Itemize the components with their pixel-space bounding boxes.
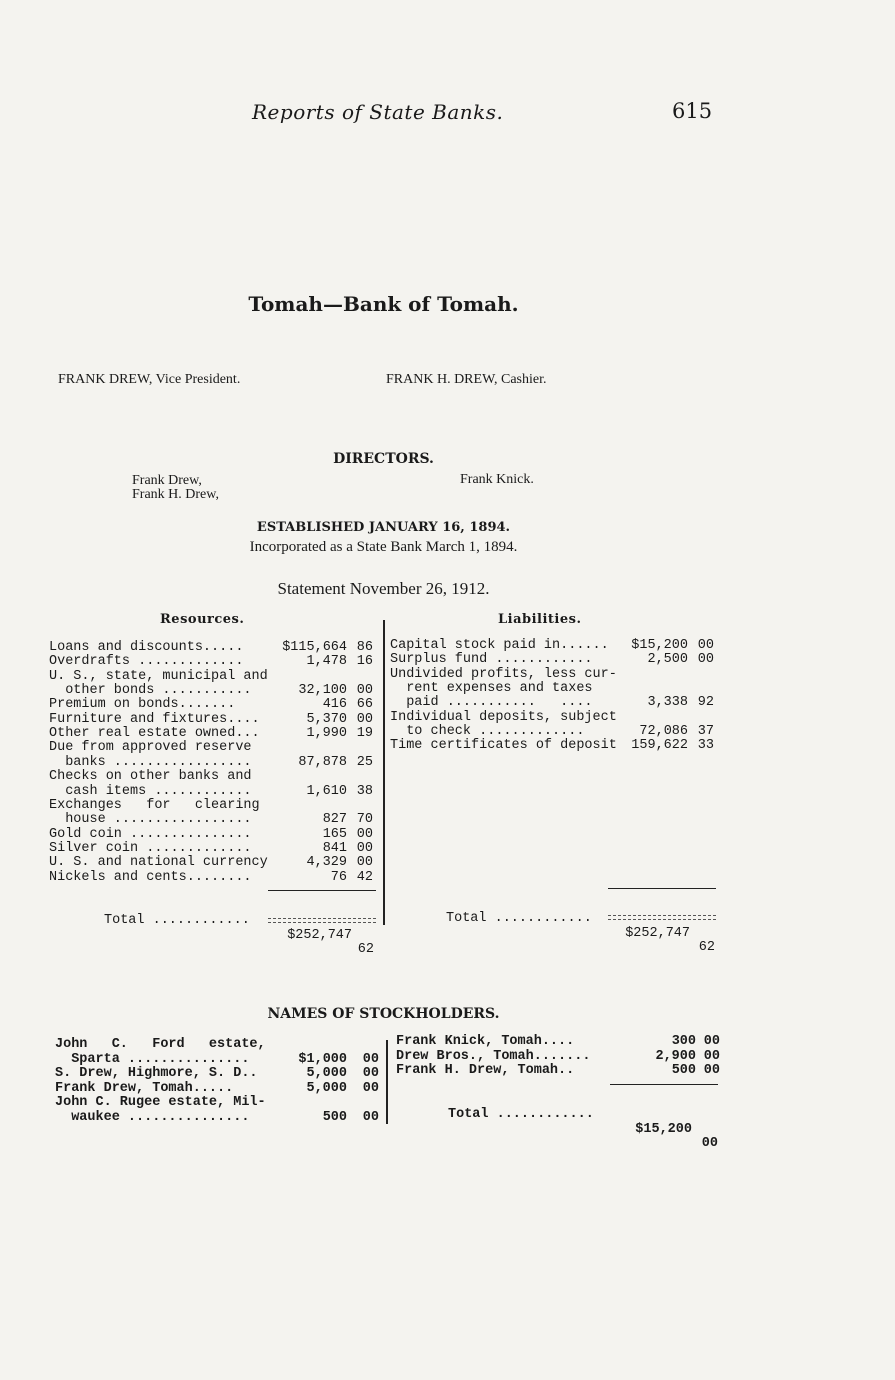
director-name: Frank Drew, — [132, 473, 202, 488]
item-dollars: 1,478 — [306, 654, 347, 670]
item-dollars: $115,664 — [282, 640, 347, 655]
total-label: Total ............ — [104, 913, 250, 929]
list-item — [49, 698, 377, 712]
item-label: Furniture and fixtures.... — [49, 711, 260, 727]
item-label: Frank Drew, Tomah..... — [55, 1080, 234, 1096]
item-cents: 42 — [356, 869, 373, 885]
item-label: Premium on bonds....... — [49, 697, 236, 713]
rule — [268, 922, 376, 923]
item-cents: 00 — [362, 1080, 379, 1096]
list-item — [55, 1053, 381, 1067]
item-dollars: 5,000 — [306, 1066, 347, 1082]
item-cents: 00 — [703, 1063, 720, 1079]
item-cents: 86 — [356, 640, 373, 655]
item-cents: 00 — [697, 638, 714, 653]
cashier: FRANK H. DREW, Cashier. — [386, 372, 547, 387]
bank-title: Tomah—Bank of Tomah. — [248, 292, 519, 316]
list-item — [390, 639, 718, 653]
list-item — [390, 725, 718, 739]
item-label: U. S. and national currency — [49, 855, 268, 871]
list-item — [55, 1111, 381, 1125]
item-cents: 00 — [356, 826, 373, 842]
item-dollars: 87,878 — [298, 754, 347, 770]
item-cents: 66 — [356, 697, 373, 713]
item-cents: 92 — [697, 695, 714, 711]
list-item — [49, 670, 377, 684]
item-label: Undivided profits, less cur- — [390, 666, 617, 682]
list-item — [390, 668, 718, 682]
list-item — [396, 1050, 722, 1064]
item-dollars: 4,329 — [306, 855, 347, 871]
item-dollars: 3,338 — [647, 695, 688, 711]
item-dollars: 841 — [322, 840, 347, 856]
item-cents: 00 — [697, 652, 714, 668]
list-item — [390, 696, 718, 710]
list-item — [49, 741, 377, 755]
item-label: Nickels and cents........ — [49, 869, 252, 885]
item-cents: 00 — [703, 1034, 720, 1049]
item-cents: 00 — [362, 1110, 379, 1125]
item-label: John C. Rugee estate, Mil- — [55, 1095, 266, 1111]
list-item — [49, 727, 377, 741]
item-dollars: 5,000 — [306, 1080, 347, 1096]
statement-date: Statement November 26, 1912. — [277, 579, 490, 598]
list-item — [55, 1038, 381, 1052]
item-cents: 25 — [356, 754, 373, 770]
list-item — [396, 1035, 722, 1049]
item-dollars: 500 — [322, 1110, 347, 1125]
running-title: Reports of State Banks. — [252, 100, 504, 124]
item-cents: 00 — [356, 711, 373, 727]
item-cents: 16 — [356, 654, 373, 670]
list-item — [390, 682, 718, 696]
incorporated-date: Incorporated as a State Bank March 1, 1894. — [249, 539, 518, 555]
item-label: waukee ............... — [55, 1110, 250, 1125]
item-label: banks ................. — [49, 754, 252, 770]
vice-president: FRANK DREW, Vice President. — [58, 372, 241, 387]
item-label: rent expenses and taxes — [390, 681, 593, 697]
item-cents: 00 — [356, 683, 373, 699]
item-cents: 19 — [356, 726, 373, 742]
item-dollars: 500 — [671, 1063, 696, 1079]
item-label: Overdrafts ............. — [49, 654, 244, 670]
item-label: Surplus fund ............ — [390, 652, 593, 668]
item-label: John C. Ford estate, — [55, 1037, 266, 1052]
item-label: house ................. — [49, 812, 252, 828]
list-item — [49, 785, 377, 799]
resources-heading: Resources. — [160, 612, 245, 627]
item-label: Loans and discounts..... — [49, 640, 244, 655]
total-cents: 62 — [357, 941, 374, 957]
item-label: U. S., state, municipal and — [49, 668, 268, 684]
list-item — [49, 684, 377, 698]
item-label: Individual deposits, subject — [390, 709, 617, 725]
list-item — [49, 641, 377, 655]
item-label: Silver coin ............. — [49, 840, 252, 856]
item-label: Due from approved reserve — [49, 740, 252, 756]
list-item — [49, 842, 377, 856]
item-cents: 00 — [356, 855, 373, 871]
item-dollars: 5,370 — [306, 711, 347, 727]
list-item — [49, 713, 377, 727]
item-cents: 38 — [356, 783, 373, 799]
list-item — [49, 655, 377, 669]
item-label: cash items ............ — [49, 783, 252, 799]
item-dollars: 416 — [322, 697, 347, 713]
item-dollars: 72,086 — [639, 724, 688, 740]
page-number: 615 — [672, 99, 713, 123]
item-dollars: 32,100 — [298, 683, 347, 699]
liabilities-total-row — [446, 898, 720, 955]
column-divider — [383, 620, 385, 925]
item-label: Frank H. Drew, Tomah.. — [396, 1063, 575, 1079]
item-label: to check ............. — [390, 724, 585, 740]
list-item — [49, 871, 377, 885]
total-dollars: $252,747 — [287, 927, 352, 943]
rule — [268, 890, 376, 891]
item-label: Checks on other banks and — [49, 769, 252, 785]
director-name: Frank H. Drew, — [132, 487, 219, 502]
total-cents: 62 — [698, 939, 715, 955]
item-label: S. Drew, Highmore, S. D.. — [55, 1066, 258, 1082]
item-dollars: 1,610 — [306, 783, 347, 799]
list-item — [396, 1064, 722, 1078]
list-item — [49, 799, 377, 813]
item-label: Other real estate owned... — [49, 726, 260, 742]
item-label: Sparta ............... — [55, 1051, 250, 1067]
list-item — [55, 1067, 381, 1081]
item-dollars: 165 — [322, 826, 347, 842]
list-item — [49, 828, 377, 842]
item-label: Frank Knick, Tomah.... — [396, 1034, 575, 1049]
total-label: Total ............ — [448, 1107, 594, 1123]
rule — [608, 919, 716, 920]
rule — [608, 915, 716, 916]
item-label: Time certificates of deposit — [390, 738, 617, 754]
item-cents: 00 — [356, 840, 373, 856]
item-dollars: 76 — [330, 869, 347, 885]
item-dollars: 1,990 — [306, 726, 347, 742]
item-dollars: 159,622 — [631, 738, 688, 754]
stockholders-total-row — [448, 1094, 723, 1151]
item-label: paid ........... .... — [390, 695, 593, 711]
total-dollars: $252,747 — [625, 925, 690, 941]
list-item — [49, 856, 377, 870]
directors-heading: DIRECTORS. — [333, 451, 434, 467]
item-dollars: $1,000 — [298, 1051, 347, 1067]
item-label: Drew Bros., Tomah....... — [396, 1048, 591, 1064]
list-item — [390, 653, 718, 667]
rule — [268, 918, 376, 919]
liabilities-heading: Liabilities. — [498, 612, 582, 627]
item-dollars: 2,900 — [655, 1048, 696, 1064]
rule — [608, 888, 716, 889]
item-dollars: 2,500 — [647, 652, 688, 668]
item-label: other bonds ........... — [49, 683, 252, 699]
item-label: Gold coin ............... — [49, 826, 252, 842]
item-cents: 00 — [362, 1051, 379, 1067]
item-label: Exchanges for clearing — [49, 797, 260, 813]
rule — [610, 1084, 718, 1085]
established-date: ESTABLISHED JANUARY 16, 1894. — [256, 520, 511, 535]
item-cents: 33 — [697, 738, 714, 754]
total-label: Total ............ — [446, 911, 592, 927]
item-cents: 37 — [697, 724, 714, 740]
list-item — [49, 756, 377, 770]
director-name: Frank Knick. — [460, 472, 534, 487]
stockholders-heading: NAMES OF STOCKHOLDERS. — [267, 1006, 500, 1022]
list-item — [49, 770, 377, 784]
item-label: Capital stock paid in...... — [390, 638, 609, 653]
item-cents: 70 — [356, 812, 373, 828]
item-dollars: 300 — [671, 1034, 696, 1049]
list-item — [390, 711, 718, 725]
list-item — [390, 739, 718, 753]
item-dollars: 827 — [322, 812, 347, 828]
column-divider — [386, 1040, 388, 1124]
resources-total-row — [104, 900, 378, 957]
list-item — [55, 1082, 381, 1096]
list-item — [55, 1096, 381, 1110]
item-cents: 00 — [703, 1048, 720, 1064]
list-item — [49, 813, 377, 827]
total-dollars: $15,200 — [635, 1121, 692, 1137]
item-dollars: $15,200 — [631, 638, 688, 653]
total-cents: 00 — [701, 1135, 718, 1151]
item-cents: 00 — [362, 1066, 379, 1082]
